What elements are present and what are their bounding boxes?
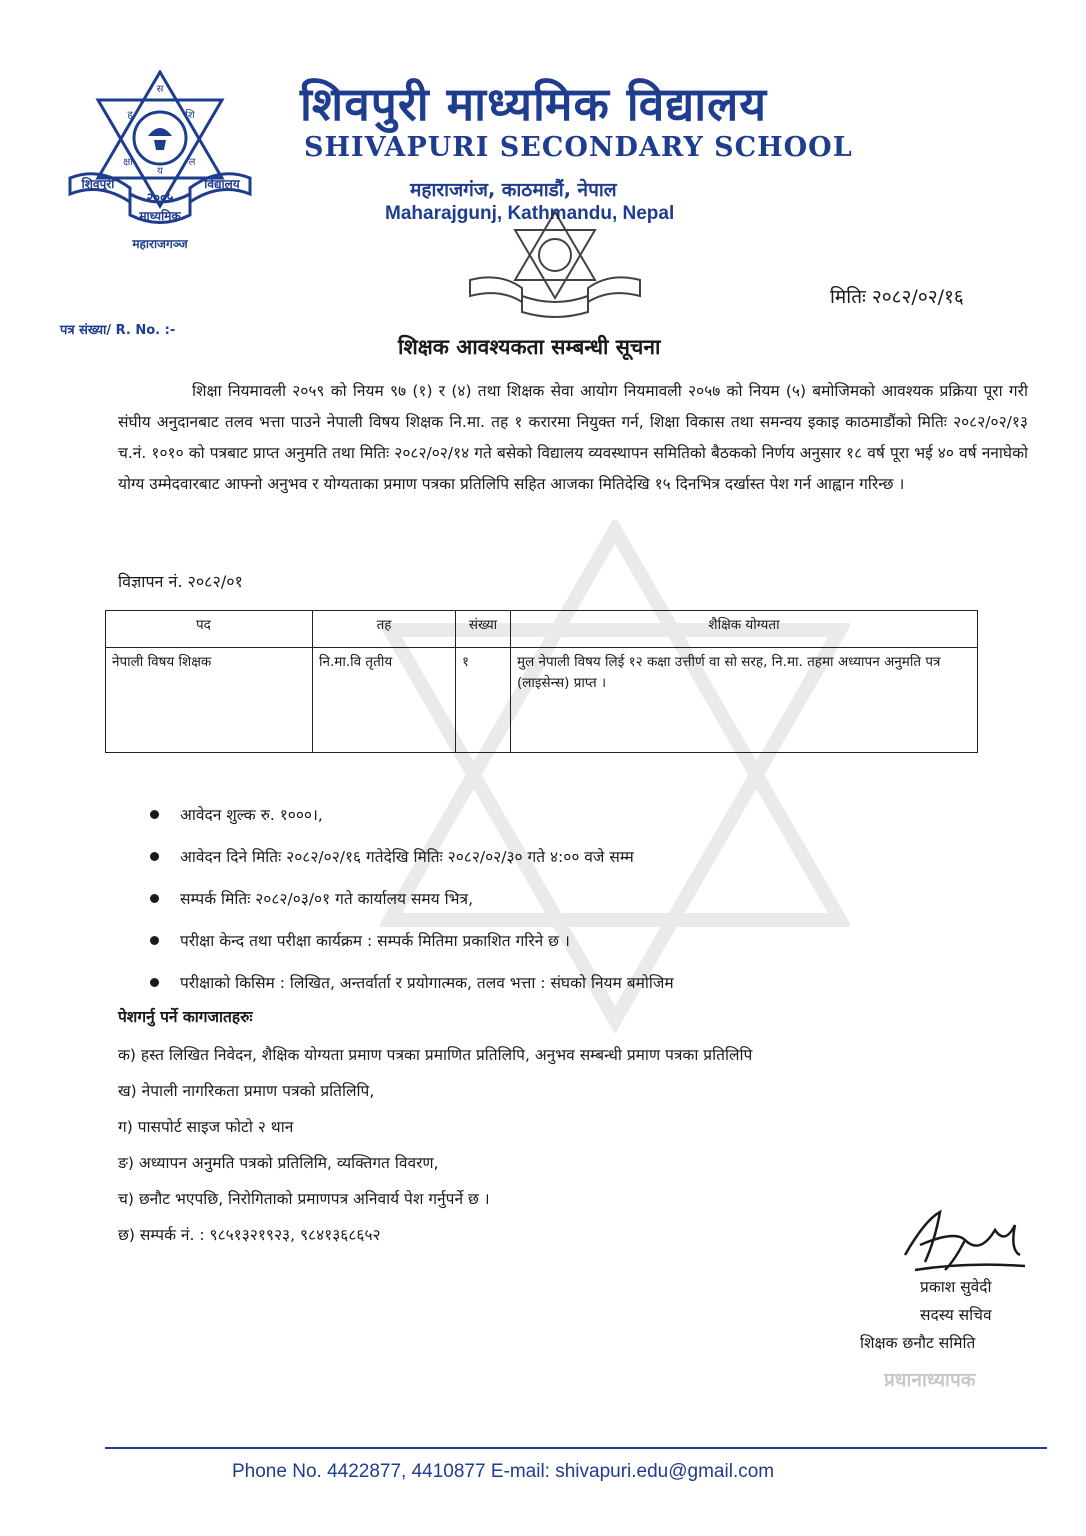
footer-divider: [105, 1447, 1047, 1449]
notice-details-list: [148, 800, 1028, 1010]
header-level: तह: [313, 611, 456, 648]
footer-contact: Phone No. 4422877, 4410877 E-mail: shivapuri.edu@gmail.com: [232, 1461, 775, 1482]
list-item: ख) नेपाली नागरिकता प्रमाण पत्रको प्रतिलिपि,: [118, 1082, 375, 1100]
list-item: आवेदन शुल्क रु. १०००।,: [148, 800, 1028, 842]
documents-heading: पेशगर्नु पर्ने कागजातहरुः: [118, 1008, 253, 1026]
logo-letter-lower-left: क्षा: [123, 157, 133, 168]
logo-letter-right: शि: [185, 110, 195, 121]
cell-qualification: मुल नेपाली विषय लिई १२ कक्षा उत्तीर्ण वा सो सरह, नि.मा. तहमा अध्यापन अनुमति पत्र (लाइसेन्स) प्राप्त ।: [511, 648, 978, 753]
list-item: परीक्षाको किसिम : लिखित, अन्तर्वार्ता र प्रयोगात्मक, तलव भत्ता : संघको नियम बमोजिम: [148, 968, 1028, 1010]
logo-letter-top: स: [156, 84, 164, 95]
documents-list: [118, 1040, 1018, 1256]
table-row: [106, 648, 978, 753]
header-post: पद: [106, 611, 313, 648]
signatory-name: प्रकाश सुवेदी: [920, 1278, 992, 1296]
handwritten-signature: [895, 1200, 1055, 1280]
list-item: च) छनौट भएपछि, निरोगिताको प्रमाणपत्र अनिवार्य पेश गर्नुपर्ने छ ।: [118, 1190, 490, 1208]
list-item: आवेदन दिने मितिः २०८२/०२/१६ गतेदेखि मितिः २०८२/०२/३० गते ४:०० वजे सम्म: [148, 842, 1028, 884]
advertisement-number: विज्ञापन नं. २०८२/०१: [118, 572, 243, 591]
logo-ribbon-left: शिवपुरी: [81, 177, 115, 191]
list-item: सम्पर्क मितिः २०८२/०३/०१ गते कार्यालय समय भित्र,: [148, 884, 1028, 926]
logo-ribbon-right: विद्यालय: [204, 177, 240, 191]
signatory-committee: शिक्षक छनौट समिति: [860, 1334, 976, 1352]
list-item: परीक्षा केन्द तथा परीक्षा कार्यक्रम : सम्पर्क मितिमा प्रकाशित गरिने छ ।: [148, 926, 1028, 968]
school-seal-stamp: [460, 210, 650, 340]
cell-count: १: [456, 648, 511, 753]
list-item: ग) पासपोर्ट साइज फोटो २ थान: [118, 1118, 294, 1136]
logo-place: महाराजगञ्ज: [132, 237, 188, 251]
logo-letter-left: ह: [127, 110, 133, 121]
headmaster-stamp: प्रधानाध्यापक: [884, 1369, 976, 1391]
list-item: छ) सम्पर्क नं. : ९८५१३२१९२३, ९८४१३६८६५२: [118, 1226, 381, 1244]
reference-number-label: पत्र संख्या/ R. No. :-: [60, 323, 176, 338]
cell-post: नेपाली विषय शिक्षक: [106, 648, 313, 753]
notice-body: शिक्षा नियमावली २०५९ को नियम ९७ (१) र (४) तथा शिक्षक सेवा आयोग नियमावली २०५७ को नियम (५) बमोजिमको आवश्यक प्रक्रिया पूरा गरी संघीय अनुदानबाट तलव भत्ता पाउने नेपाली विषय शिक्षक नि.मा. तह १ करारमा नियुक्त गर्न, शिक्षा विकास तथा समन्वय इकाइ काठमाडौंको मितिः २०८२/०२/१३ च.नं. १०१० को पत्रबाट प्राप्त अनुमति तथा मितिः २०८२/०२/१४ गते बसेको विद्यालय व्यवस्थापन समितिको बैठकको निर्णय अनुसार १८ वर्ष पूरा भई ४० वर्ष ननाघेको योग्य उम्मेदवारबाट आफ्नो अनुभव र योग्यताका प्रमाण पत्रका प्रतिलिपि सहित आजका मितिदेखि १५ दिनभित्र दर्खास्त पेश गर्न आह्वान गरिन्छ ।: [118, 382, 1028, 493]
cell-level: नि.मा.वि तृतीय: [313, 648, 456, 753]
vacancy-table: [105, 610, 978, 753]
address-english: Maharajgunj, Kathmandu, Nepal: [385, 203, 675, 224]
school-name-nepali: शिवपुरी माध्यमिक विद्यालय: [300, 77, 768, 131]
school-logo: [60, 70, 290, 260]
logo-letter-bottom: य: [157, 166, 163, 177]
list-item: ङ) अध्यापन अनुमति पत्रको प्रतिलिमि, व्यक्तिगत विवरण,: [118, 1154, 439, 1172]
header-count: संख्या: [456, 611, 511, 648]
logo-year: २००५: [146, 191, 174, 206]
list-item: क) हस्त लिखित निवेदन, शैक्षिक योग्यता प्रमाण पत्रका प्रमाणित प्रतिलिपि, अनुभव सम्बन्धी प्रमाण पत्रका प्रतिलिपि: [118, 1046, 753, 1064]
notice-date: मितिः २०८२/०२/१६: [830, 286, 964, 308]
notice-title: शिक्षक आवश्यकता सम्बन्धी सूचना: [398, 335, 661, 359]
school-name-english: SHIVAPURI SECONDARY SCHOOL: [304, 132, 853, 163]
logo-letter-lower-right: ल: [188, 157, 196, 168]
table-header-row: [106, 611, 978, 648]
header-qualification: शैक्षिक योग्यता: [511, 611, 978, 648]
address-nepali: महाराजगंज, काठमाडौं, नेपाल: [410, 179, 617, 201]
signatory-role: सदस्य सचिव: [920, 1306, 992, 1324]
logo-ribbon-center: माध्यमिक: [139, 209, 181, 223]
